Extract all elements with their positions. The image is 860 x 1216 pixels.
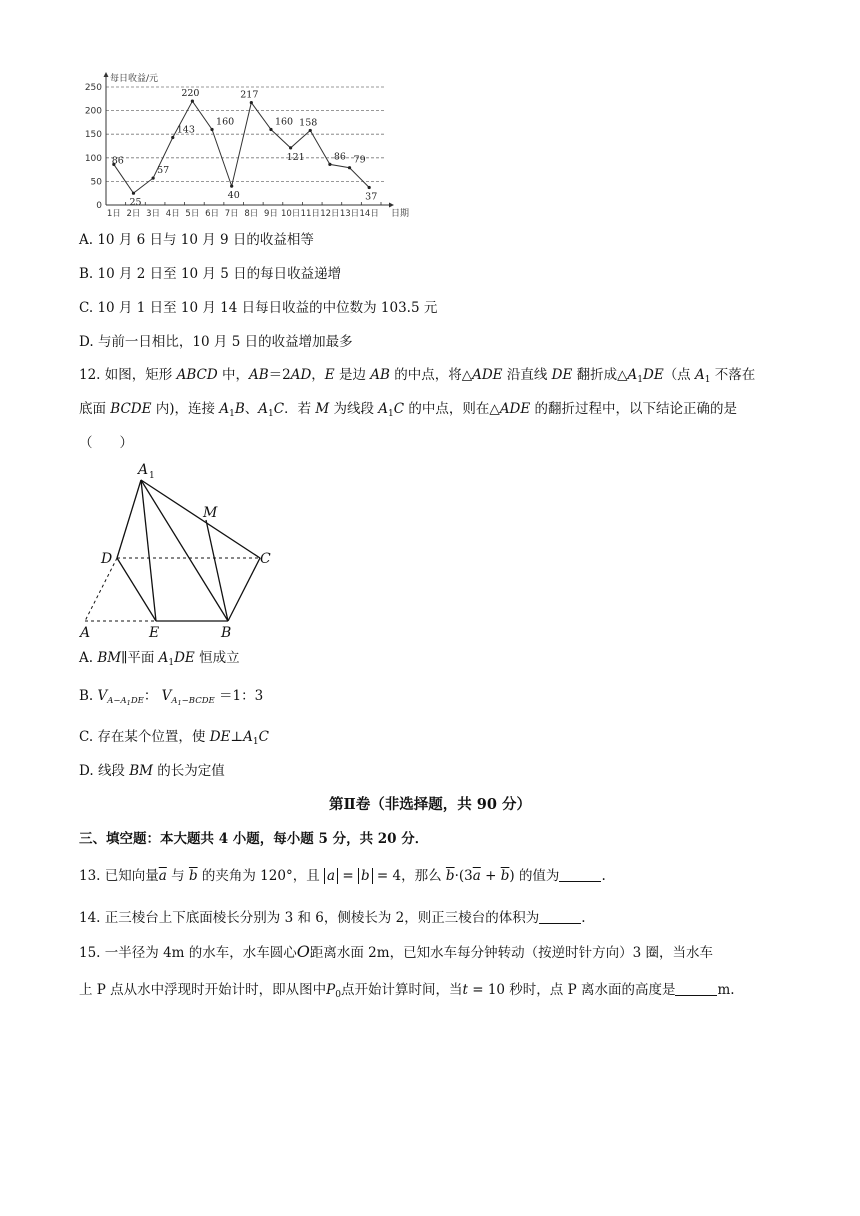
x-tick-7日: 7日 bbox=[224, 209, 239, 219]
label-b: B bbox=[221, 625, 232, 641]
x-tick-3日: 3日 bbox=[146, 209, 161, 219]
y-tick-150: 150 bbox=[84, 130, 102, 141]
x-tick-10日: 10日 bbox=[280, 209, 301, 219]
q15-line1: 15. 一半径为 4m 的水车，水车圆心O距离水面 2m，已知水车每分钟转动（按逆时针方向）3 圈，当水车 bbox=[79, 942, 713, 961]
y-axis-label: 每日收益/元 bbox=[110, 74, 159, 84]
x-tick-6日: 6日 bbox=[205, 209, 219, 219]
data-label-14日: 37 bbox=[365, 191, 378, 203]
label-a1-sub: 1 bbox=[149, 471, 155, 481]
revenue-series-line bbox=[111, 101, 369, 193]
data-point-14日 bbox=[368, 186, 371, 189]
q15-answer-blank bbox=[675, 981, 717, 996]
data-point-4日 bbox=[171, 136, 174, 139]
daily-revenue-line-chart bbox=[76, 68, 416, 220]
data-point-9日 bbox=[269, 128, 272, 131]
label-e: E bbox=[149, 625, 160, 641]
label-c: C bbox=[260, 551, 271, 567]
q13-line: 13. 已知向量$\overline{a}$ 与 $\overline{b}$ 的夹角为 120°，且 a = b = 4，那么 $\overline{b}\cdot(3\overline{a} + \overline{b})$ 的值为 . bbox=[79, 868, 606, 884]
y-tick-labels bbox=[85, 83, 102, 211]
q12-folding-figure bbox=[76, 455, 286, 645]
x-tick-4日: 4日 bbox=[165, 209, 180, 219]
y-tick-200: 200 bbox=[84, 106, 102, 117]
x-tick-13日: 13日 bbox=[339, 209, 360, 219]
data-point-13日 bbox=[348, 166, 351, 169]
y-tick-250: 250 bbox=[84, 83, 102, 93]
x-tick-11日: 11日 bbox=[300, 209, 320, 219]
x-tick-8日: 8日 bbox=[244, 209, 259, 219]
y-tick-50: 50 bbox=[90, 177, 102, 188]
q12-answer-paren: （ ） bbox=[79, 435, 133, 451]
data-point-6日 bbox=[210, 128, 213, 131]
data-point-5日 bbox=[191, 100, 194, 103]
q11-option-d: D. 与前一日相比，10 月 5 日的收益增加最多 bbox=[79, 334, 353, 350]
q12-stem-line2: 底面 BCDE 内)，连接 $A_1B$、$A_1C$．若 M 为线段 $A_1C$ 的中点，则在△ADE 的翻折过程中，以下结论正确的是 bbox=[79, 401, 738, 419]
q12-option-a: A. BM∥平面 $A_1DE$ 恒成立 bbox=[79, 650, 240, 668]
q12-stem-line1: 12. 如图，矩形 ABCD 中，AB＝2AD，E 是边 AB 的中点，将△ADE 沿直线 DE 翻折成$\triangle A_1DE$（点 $A_1$ 不落在 bbox=[79, 367, 756, 385]
y-axis-arrow bbox=[104, 72, 109, 77]
data-label-9日: 160 bbox=[274, 116, 294, 128]
x-axis-label: 日期 bbox=[391, 209, 410, 219]
data-point-2日 bbox=[132, 192, 135, 195]
data-label-2日: 25 bbox=[129, 197, 142, 209]
x-axis-arrow bbox=[389, 203, 394, 208]
data-label-12日: 86 bbox=[333, 151, 346, 163]
y-tick-0: 0 bbox=[96, 201, 102, 211]
q11-option-c: C. 10 月 1 日至 10 月 14 日每日收益的中位数为 103.5 元 bbox=[79, 300, 438, 316]
q12-option-c: C. 存在某个位置，使 $DE\perp A_1C$ bbox=[79, 729, 269, 747]
x-tick-9日: 9日 bbox=[264, 209, 278, 219]
x-tick-12日: 12日 bbox=[320, 209, 340, 219]
data-point-12日 bbox=[328, 163, 331, 166]
q15-line2: 上 P 点从水中浮现时开始计时，即从图中$P_0$点开始计算时间，当t = 10 秒时，点 P 离水面的高度是 m. bbox=[79, 982, 735, 1000]
data-label-7日: 40 bbox=[227, 190, 240, 202]
q11-option-b: B. 10 月 2 日至 10 月 5 日的每日收益递增 bbox=[79, 266, 342, 282]
q13-answer-blank bbox=[559, 867, 601, 882]
y-tick-100: 100 bbox=[84, 153, 102, 164]
label-m: M bbox=[203, 505, 218, 521]
x-tick-14日: 14日 bbox=[359, 209, 379, 219]
label-a: A bbox=[80, 625, 91, 641]
data-point-8日 bbox=[250, 101, 253, 104]
data-label-6日: 160 bbox=[216, 116, 235, 128]
data-point-10日 bbox=[289, 146, 292, 149]
q14-answer-blank bbox=[539, 909, 581, 924]
data-label-10日: 121 bbox=[286, 151, 305, 163]
data-label-1日: 86 bbox=[111, 155, 124, 167]
dashed-edge-d-a bbox=[85, 558, 117, 621]
q12-option-b: B. $V_{A-A1DE}$： $V_{A1-BCDE} =1$：3 bbox=[79, 688, 264, 707]
data-point-3日 bbox=[152, 176, 155, 179]
x-tick-1日: 1日 bbox=[106, 209, 121, 219]
data-label-13日: 79 bbox=[353, 154, 366, 166]
label-a1: A bbox=[138, 462, 149, 478]
data-point-7日 bbox=[230, 185, 233, 188]
part2-title: 第Ⅱ卷（非选择题，共 90 分） bbox=[329, 796, 531, 813]
section3-title: 三、填空题：本大题共 4 小题，每小题 5 分，共 20 分． bbox=[79, 831, 429, 847]
q12-option-d: D. 线段 BM 的长为定值 bbox=[79, 763, 225, 779]
x-tick-2日: 2日 bbox=[126, 209, 141, 219]
q11-option-a: A. 10 月 6 日与 10 月 9 日的收益相等 bbox=[79, 232, 314, 248]
data-label-8日: 217 bbox=[240, 89, 259, 101]
data-point-11日 bbox=[309, 129, 312, 132]
data-labels bbox=[112, 88, 377, 208]
edge-a1-c bbox=[141, 480, 260, 558]
data-label-3日: 57 bbox=[157, 165, 170, 177]
data-points bbox=[112, 100, 371, 195]
edge-a1-d bbox=[117, 480, 141, 558]
data-label-4日: 143 bbox=[176, 124, 195, 136]
data-label-5日: 220 bbox=[181, 88, 200, 100]
q14-line: 14. 正三棱台上下底面棱长分别为 3 和 6，侧棱长为 2，则正三棱台的体积为 . bbox=[79, 910, 586, 926]
x-tick-5日: 5日 bbox=[185, 209, 200, 219]
data-label-11日: 158 bbox=[299, 117, 318, 129]
label-d: D bbox=[101, 551, 113, 567]
edge-b-c bbox=[228, 558, 260, 621]
x-tick-labels bbox=[107, 209, 379, 219]
